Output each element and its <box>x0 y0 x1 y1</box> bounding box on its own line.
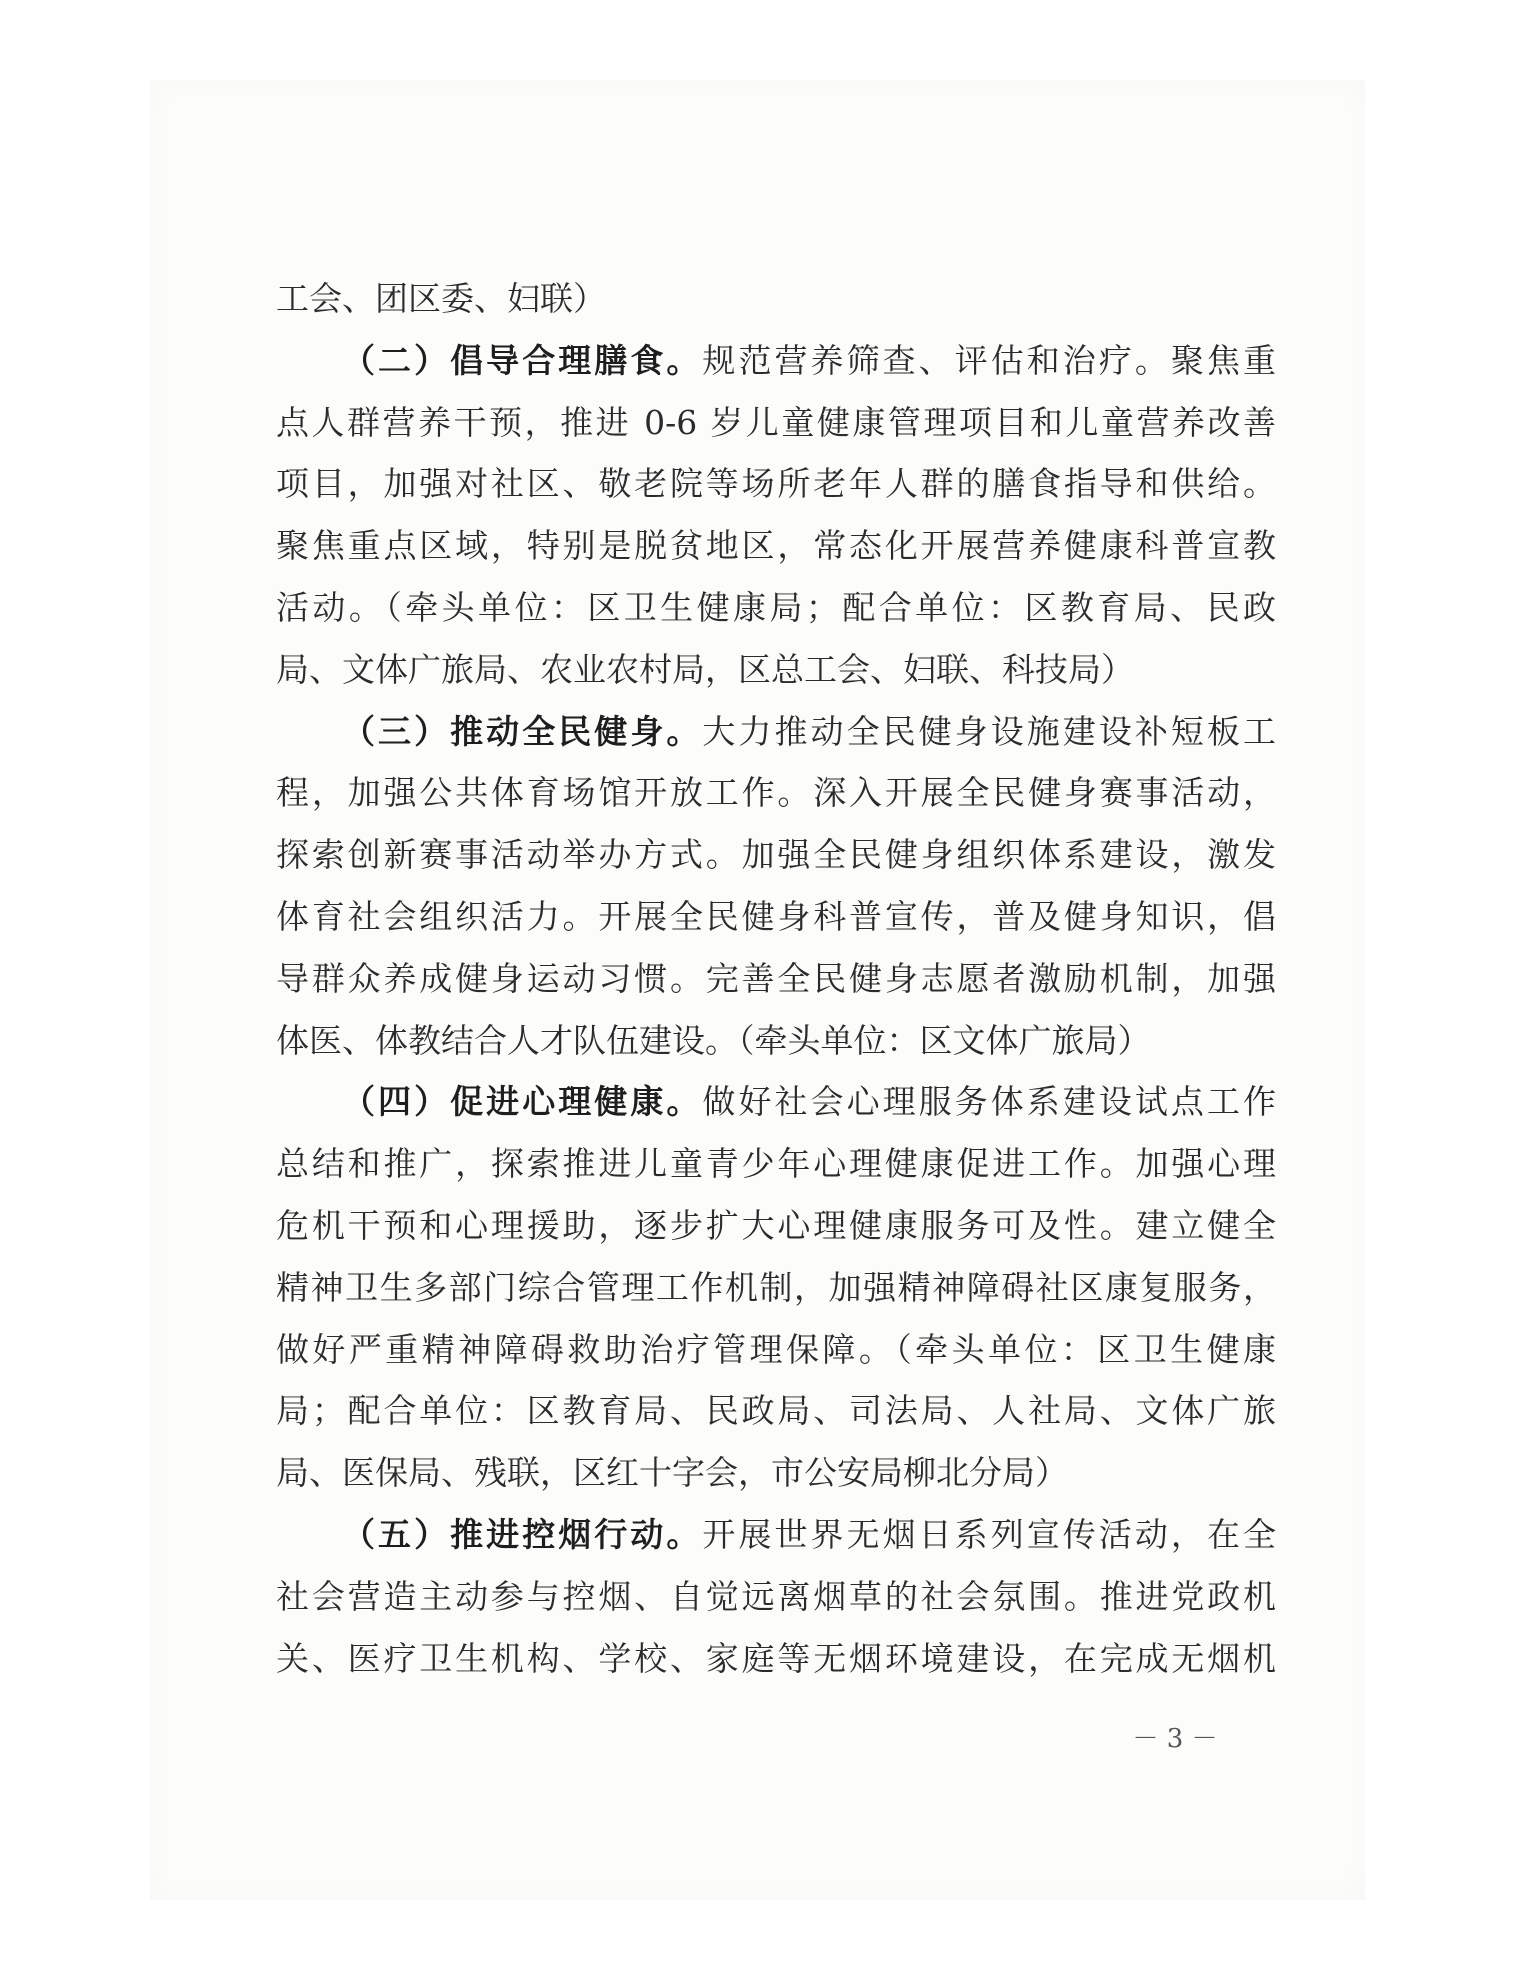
line-text: 导群众养成健身运动习惯。完善全民健身志愿者激励机制，加强 <box>276 958 1276 998</box>
page-number: － 3 － <box>1132 1724 1218 1754</box>
text-line <box>276 762 1276 824</box>
text-line <box>276 1380 1276 1442</box>
line-text: 程，加强公共体育场馆开放工作。深入开展全民健身赛事活动， <box>276 773 1276 813</box>
line-text: 精神卫生多部门综合管理工作机制，加强精神障碍社区康复服务， <box>276 1267 1276 1307</box>
line-text: 探索创新赛事活动举办方式。加强全民健身组织体系建设，激发 <box>276 835 1276 875</box>
text-line <box>276 1319 1276 1381</box>
line-text: 危机干预和心理援助，逐步扩大心理健康服务可及性。建立健全 <box>276 1205 1276 1245</box>
line-text: 项目，加强对社区、敬老院等场所老年人群的膳食指导和供给。 <box>276 464 1276 504</box>
line-text: 做好严重精神障碍救助治疗管理保障。（牵头单位：区卫生健康 <box>276 1329 1276 1369</box>
text-line <box>276 268 1276 330</box>
text-line <box>276 639 1276 701</box>
line-text: 体育社会组织活力。开展全民健身科普宣传，普及健身知识，倡 <box>276 896 1276 936</box>
line-text: 局、医保局、残联，区红十字会，市公安局柳北分局） <box>276 1453 1068 1493</box>
line-text: 聚焦重点区域，特别是脱贫地区，常态化开展营养健康科普宣教 <box>276 526 1276 566</box>
section-heading: （四）促进心理健康。 <box>342 1082 703 1122</box>
text-line <box>276 1257 1276 1319</box>
line-text: 开展世界无烟日系列宣传活动，在全 <box>702 1514 1277 1554</box>
line-text: 社会营造主动参与控烟、自觉远离烟草的社会氛围。推进党政机 <box>276 1576 1276 1616</box>
text-line <box>276 701 1276 763</box>
text-line <box>276 1442 1276 1504</box>
section-heading: （三）推动全民健身。 <box>342 711 703 751</box>
text-line <box>276 824 1276 886</box>
section-heading: （五）推进控烟行动。 <box>342 1514 703 1554</box>
line-text: 活动。（牵头单位：区卫生健康局；配合单位：区教育局、民政 <box>276 587 1276 627</box>
text-line <box>276 577 1276 639</box>
line-text: 大力推动全民健身设施建设补短板工 <box>702 711 1277 751</box>
text-line <box>276 1071 1276 1133</box>
text-line <box>276 886 1276 948</box>
line-text: 规范营养筛查、评估和治疗。聚焦重 <box>702 340 1277 380</box>
text-line <box>276 1628 1276 1690</box>
text-line <box>276 1195 1276 1257</box>
text-line <box>276 1504 1276 1566</box>
line-text: 局、文体广旅局、农业农村局，区总工会、妇联、科技局） <box>276 649 1134 689</box>
body-text <box>276 268 1276 1689</box>
text-line <box>276 330 1276 392</box>
text-line <box>276 1010 1276 1072</box>
line-text: 局；配合单位：区教育局、民政局、司法局、人社局、文体广旅 <box>276 1391 1276 1431</box>
text-line <box>276 515 1276 577</box>
text-line <box>276 392 1276 454</box>
line-text: 总结和推广，探索推进儿童青少年心理健康促进工作。加强心理 <box>276 1144 1276 1184</box>
section-heading: （二）倡导合理膳食。 <box>342 340 703 380</box>
text-line <box>276 453 1276 515</box>
text-line <box>276 1133 1276 1195</box>
line-text: 做好社会心理服务体系建设试点工作 <box>702 1082 1277 1122</box>
text-line <box>276 1566 1276 1628</box>
line-text: 关、医疗卫生机构、学校、家庭等无烟环境建设，在完成无烟机 <box>276 1638 1276 1678</box>
line-text: 工会、团区委、妇联） <box>276 279 606 318</box>
text-line <box>276 948 1276 1010</box>
line-text: 点人群营养干预，推进 0-6 岁儿童健康管理项目和儿童营养改善 <box>276 402 1276 442</box>
line-text: 体医、体教结合人才队伍建设。（牵头单位：区文体广旅局） <box>276 1020 1151 1060</box>
